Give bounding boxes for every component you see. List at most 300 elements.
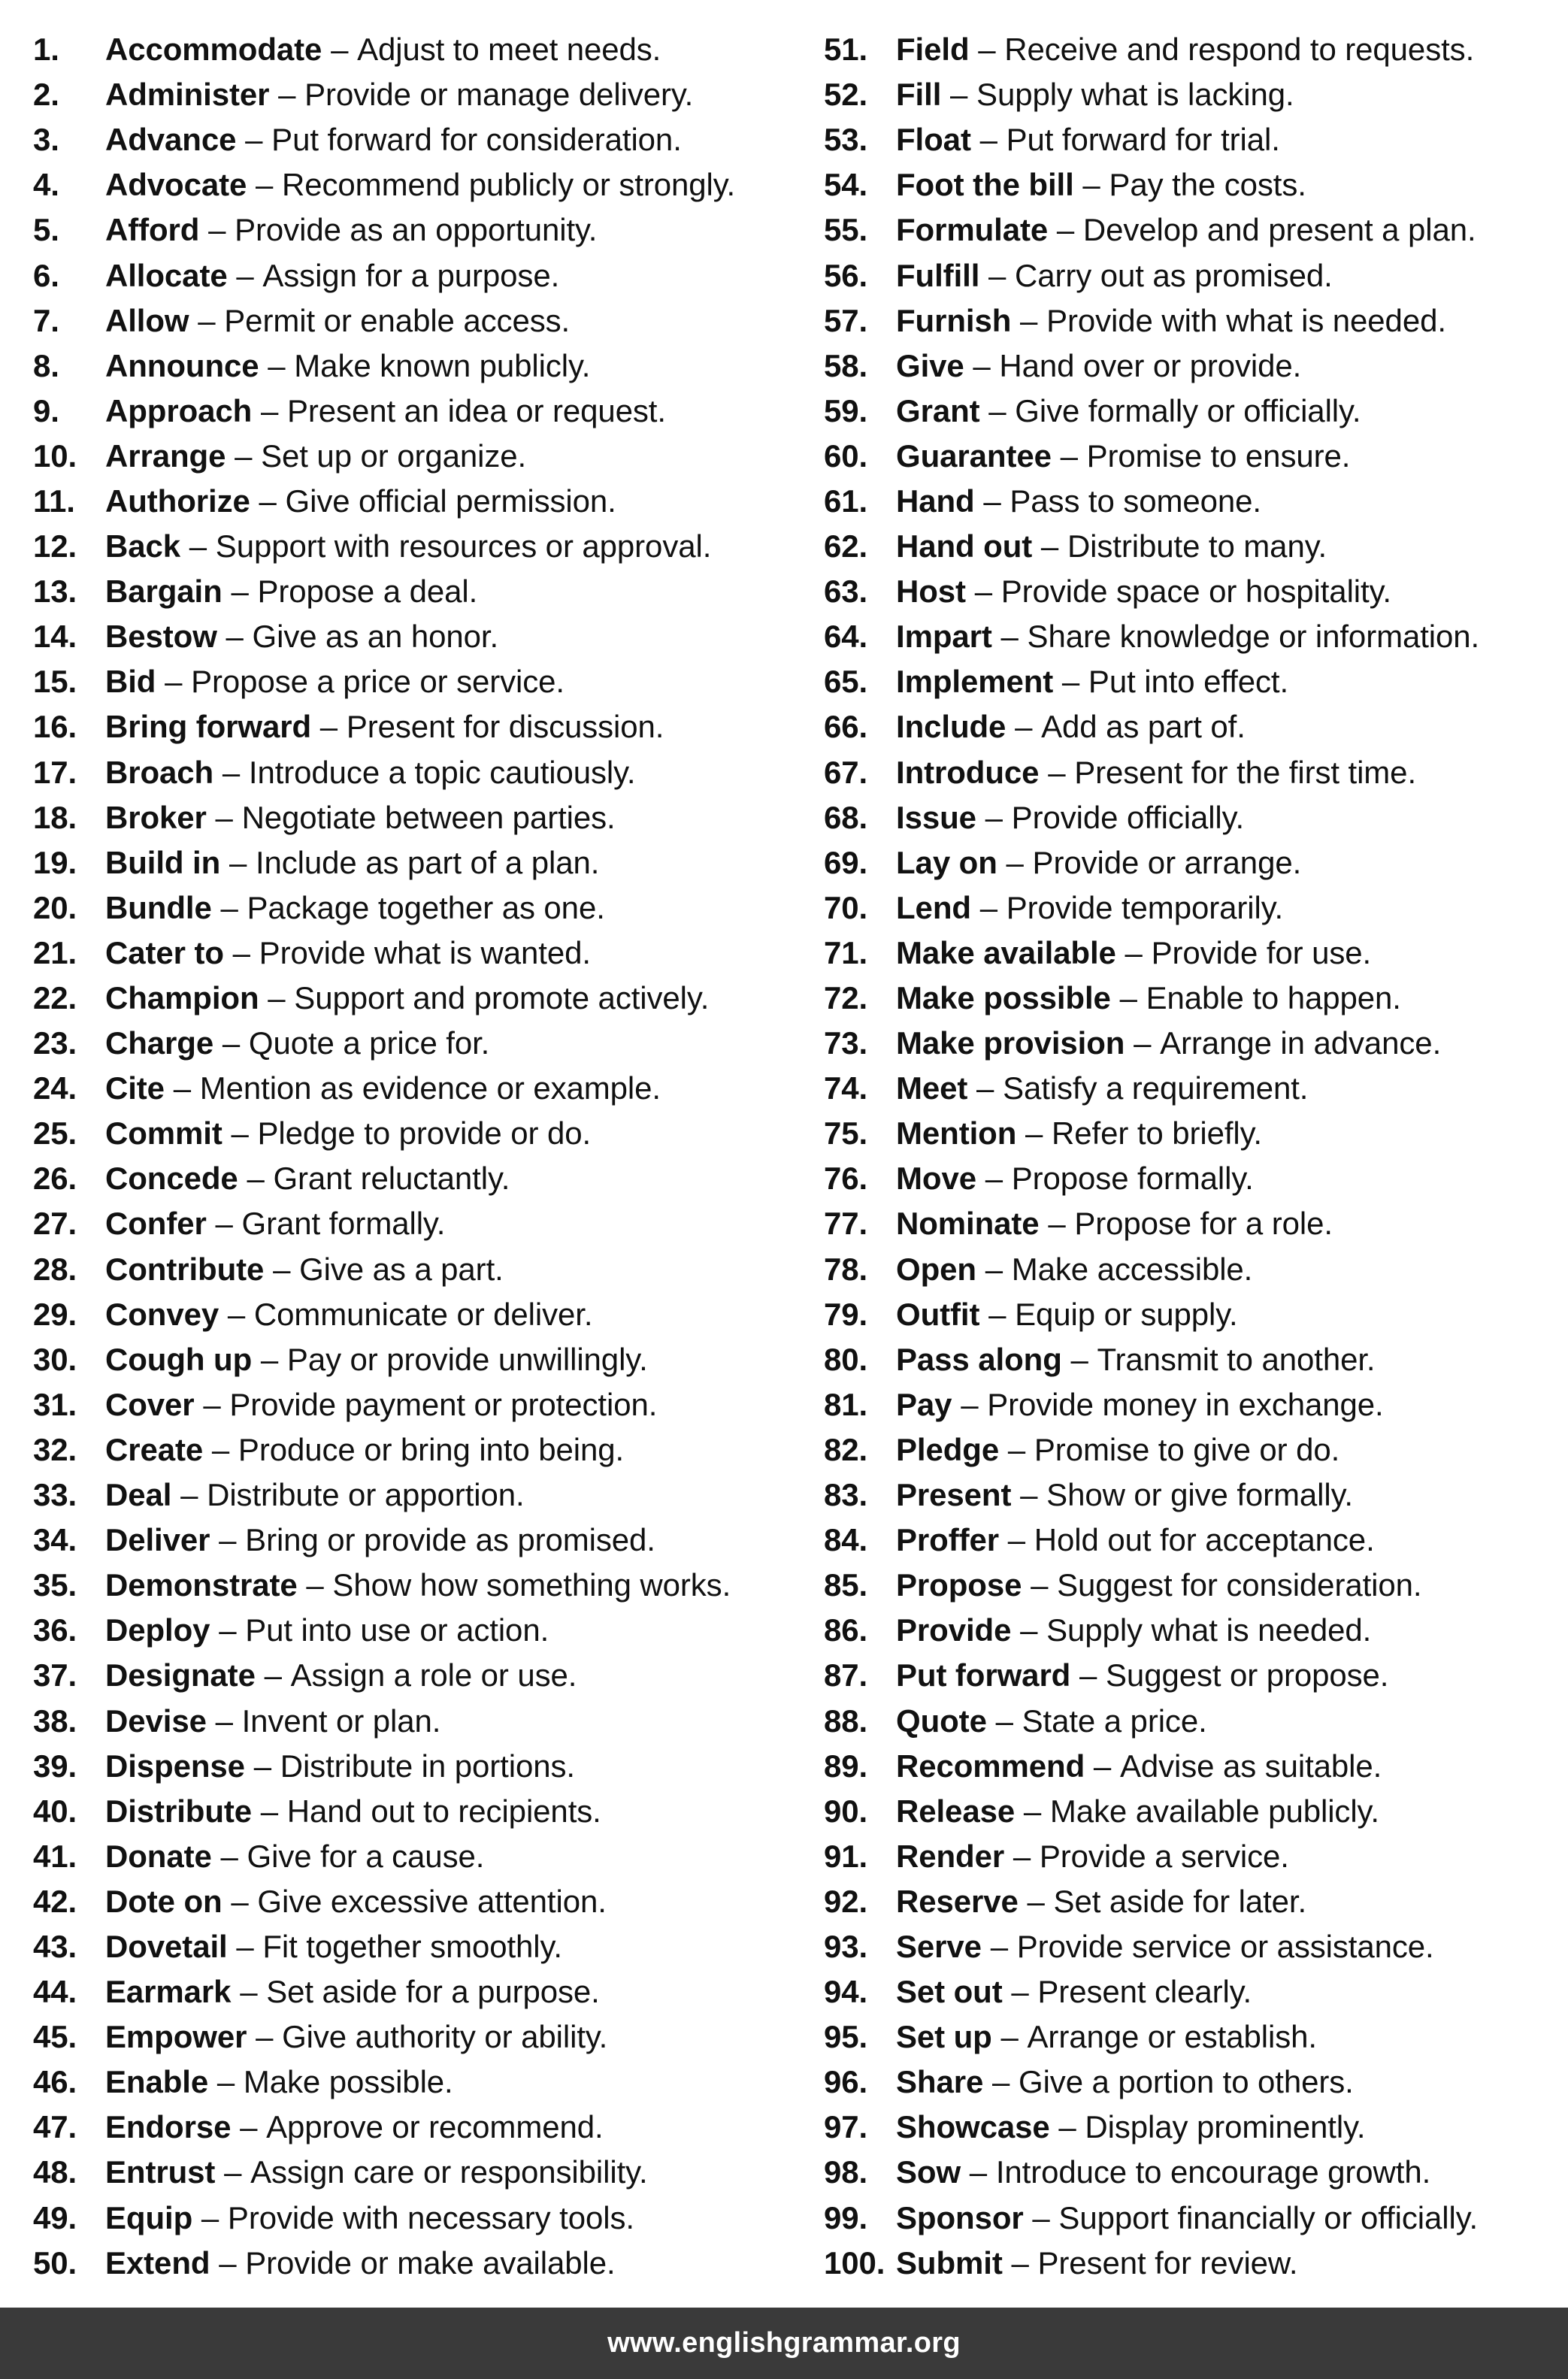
item-definition: Assign care or responsibility. (250, 2154, 648, 2190)
item-separator: – (189, 528, 207, 564)
item-term: Bid (105, 664, 156, 700)
list-item (824, 344, 1568, 389)
word-list-column-right (824, 27, 1568, 2286)
item-term: Approach (105, 392, 253, 428)
item-number: 89. (824, 1748, 868, 1784)
item-number: 23. (33, 1025, 77, 1061)
item-number: 61. (824, 483, 868, 519)
list-item (824, 1292, 1568, 1337)
item-term: Put forward (896, 1657, 1071, 1693)
list-item (824, 1698, 1568, 1743)
item-definition: Support with resources or approval. (215, 528, 712, 564)
item-term: Foot the bill (896, 167, 1074, 203)
item-separator: – (985, 1161, 1003, 1197)
item-separator: – (273, 1251, 291, 1287)
item-number: 29. (33, 1296, 77, 1332)
list-item (824, 931, 1568, 976)
item-separator: – (1079, 1657, 1097, 1693)
list-item (33, 1201, 792, 1246)
list-item (33, 931, 792, 976)
item-term: Announce (105, 347, 259, 383)
item-number: 27. (33, 1206, 77, 1242)
list-item (33, 885, 792, 931)
item-definition: Show or give formally. (1046, 1477, 1353, 1513)
item-number: 68. (824, 799, 868, 835)
item-term: Set up (896, 2019, 992, 2055)
item-separator: – (203, 1386, 221, 1422)
item-separator: – (256, 2019, 274, 2055)
item-term: Serve (896, 1928, 982, 1964)
list-item (824, 1337, 1568, 1382)
item-term: Propose (896, 1567, 1022, 1603)
item-term: Deal (105, 1477, 172, 1513)
item-number: 56. (824, 257, 868, 293)
list-item (824, 1879, 1568, 1924)
footer-website[interactable]: www.englishgrammar.org (607, 2327, 961, 2359)
list-item (33, 1472, 792, 1518)
item-separator: – (1093, 1748, 1112, 1784)
item-separator: – (319, 709, 338, 745)
item-term: Provide (896, 1612, 1012, 1648)
item-separator: – (974, 574, 992, 610)
item-term: Float (896, 122, 971, 158)
item-number: 19. (33, 844, 77, 880)
item-separator: – (260, 1793, 279, 1829)
item-definition: Refer to briefly. (1052, 1115, 1263, 1152)
item-definition: Quote a price for. (248, 1025, 490, 1061)
item-definition: Put forward for consideration. (271, 122, 682, 158)
item-term: Introduce (896, 754, 1040, 790)
list-item (33, 2241, 792, 2286)
item-number: 46. (33, 2064, 77, 2100)
item-number: 8. (33, 347, 59, 383)
item-definition: Provide for use. (1151, 934, 1372, 970)
list-item (824, 1021, 1568, 1066)
item-term: Sow (896, 2154, 961, 2190)
item-number: 44. (33, 1974, 77, 2010)
list-item (33, 1518, 792, 1563)
item-number: 3. (33, 122, 59, 158)
item-separator: – (215, 1206, 233, 1242)
item-number: 17. (33, 754, 77, 790)
item-definition: Propose a price or service. (191, 664, 565, 700)
list-item (824, 117, 1568, 162)
item-definition: Include as part of a plan. (255, 844, 600, 880)
item-term: Contribute (105, 1251, 265, 1287)
item-number: 7. (33, 302, 59, 338)
item-number: 97. (824, 2109, 868, 2145)
item-separator: – (1000, 619, 1019, 655)
item-definition: Pay the costs. (1109, 167, 1306, 203)
item-definition: Provide service or assistance. (1016, 1928, 1434, 1964)
item-term: Move (896, 1161, 976, 1197)
item-definition: Give authority or ability. (282, 2019, 608, 2055)
item-number: 41. (33, 1838, 77, 1874)
item-separator: – (1032, 2199, 1050, 2235)
list-item (33, 1653, 792, 1698)
item-term: Dote on (105, 1883, 222, 1919)
item-term: Advocate (105, 167, 247, 203)
item-term: Make provision (896, 1025, 1125, 1061)
item-term: Issue (896, 799, 976, 835)
list-item (824, 72, 1568, 117)
item-number: 48. (33, 2154, 77, 2190)
item-separator: – (979, 889, 997, 925)
item-number: 62. (824, 528, 868, 564)
item-definition: Present an idea or request. (286, 392, 666, 428)
item-definition: Enable to happen. (1146, 980, 1401, 1016)
item-separator: – (991, 2064, 1010, 2100)
list-item (824, 479, 1568, 524)
item-term: Impart (896, 619, 992, 655)
item-number: 90. (824, 1793, 868, 1829)
item-definition: Supply what is needed. (1046, 1612, 1372, 1648)
list-item (33, 1608, 792, 1653)
item-term: Build in (105, 844, 221, 880)
item-term: Mention (896, 1115, 1017, 1152)
list-item (824, 976, 1568, 1021)
item-number: 5. (33, 212, 59, 248)
item-definition: Suggest or propose. (1106, 1657, 1389, 1693)
list-item (33, 389, 792, 434)
item-separator: – (1070, 1341, 1088, 1377)
item-separator: – (232, 934, 250, 970)
item-term: Field (896, 32, 970, 68)
item-term: Cite (105, 1070, 165, 1106)
item-term: Fill (896, 77, 942, 113)
item-separator: – (165, 664, 183, 700)
list-item (33, 2196, 792, 2241)
item-separator: – (216, 2064, 235, 2100)
item-definition: Develop and present a plan. (1082, 212, 1476, 248)
item-separator: – (231, 574, 249, 610)
item-number: 64. (824, 619, 868, 655)
item-separator: – (1011, 2244, 1029, 2281)
item-separator: – (264, 1657, 282, 1693)
item-definition: Provide a service. (1039, 1838, 1289, 1874)
item-separator: – (224, 2154, 242, 2190)
item-number: 20. (33, 889, 77, 925)
item-definition: Provide as an opportunity. (235, 212, 598, 248)
list-item (824, 1066, 1568, 1111)
item-separator: – (978, 32, 996, 68)
item-separator: – (995, 1703, 1013, 1739)
item-term: Administer (105, 77, 270, 113)
item-separator: – (1007, 1522, 1026, 1558)
list-item (824, 389, 1568, 434)
item-separator: – (1007, 1431, 1026, 1467)
item-number: 18. (33, 799, 77, 835)
item-definition: Display prominently. (1085, 2109, 1366, 2145)
item-number: 31. (33, 1386, 77, 1422)
list-item (824, 569, 1568, 614)
item-definition: Transmit to another. (1097, 1341, 1376, 1377)
item-definition: Set aside for later. (1053, 1883, 1307, 1919)
item-separator: – (236, 257, 254, 293)
item-term: Earmark (105, 1974, 232, 2010)
list-item (824, 1247, 1568, 1292)
item-definition: Produce or bring into being. (238, 1431, 625, 1467)
list-item (824, 1427, 1568, 1472)
list-item (824, 1472, 1568, 1518)
item-definition: Supply what is lacking. (976, 77, 1294, 113)
item-separator: – (222, 1025, 241, 1061)
list-item (33, 344, 792, 389)
list-item (33, 750, 792, 795)
item-number: 76. (824, 1161, 868, 1197)
item-term: Submit (896, 2244, 1003, 2281)
item-number: 100. (824, 2244, 885, 2281)
list-item (33, 840, 792, 885)
item-separator: – (961, 1386, 979, 1422)
item-definition: Put forward for trial. (1006, 122, 1280, 158)
list-item (824, 207, 1568, 253)
list-item (824, 840, 1568, 885)
item-number: 50. (33, 2244, 77, 2281)
item-separator: – (198, 302, 216, 338)
item-number: 52. (824, 77, 868, 113)
item-definition: Equip or supply. (1015, 1296, 1238, 1332)
list-item (824, 27, 1568, 72)
item-definition: Hand over or provide. (999, 347, 1302, 383)
list-item (824, 885, 1568, 931)
item-term: Empower (105, 2019, 247, 2055)
list-item (33, 524, 792, 569)
list-item (33, 1066, 792, 1111)
item-term: Make available (896, 934, 1116, 970)
item-number: 65. (824, 664, 868, 700)
item-definition: Introduce to encourage growth. (995, 2154, 1431, 2190)
item-term: Champion (105, 980, 259, 1016)
list-item (33, 162, 792, 207)
list-item (33, 479, 792, 524)
item-term: Equip (105, 2199, 193, 2235)
item-term: Commit (105, 1115, 222, 1152)
item-number: 42. (33, 1883, 77, 1919)
item-number: 91. (824, 1838, 868, 1874)
item-term: Distribute (105, 1793, 253, 1829)
list-item (33, 659, 792, 704)
item-separator: – (1058, 2109, 1076, 2145)
item-term: Entrust (105, 2154, 216, 2190)
item-number: 71. (824, 934, 868, 970)
list-item (824, 1834, 1568, 1879)
item-definition: Mention as evidence or example. (199, 1070, 661, 1106)
item-number: 37. (33, 1657, 77, 1693)
item-definition: Set aside for a purpose. (266, 1974, 600, 2010)
item-number: 39. (33, 1748, 77, 1784)
item-definition: Pass to someone. (1010, 483, 1261, 519)
item-definition: Package together as one. (247, 889, 605, 925)
item-number: 35. (33, 1567, 77, 1603)
item-definition: Give excessive attention. (257, 1883, 607, 1919)
item-number: 54. (824, 167, 868, 203)
list-item (33, 1969, 792, 2014)
list-item (33, 434, 792, 479)
item-number: 82. (824, 1431, 868, 1467)
item-separator: – (236, 1928, 254, 1964)
item-term: Bargain (105, 574, 222, 610)
item-separator: – (253, 1748, 271, 1784)
item-definition: Make accessible. (1011, 1251, 1253, 1287)
item-term: Quote (896, 1703, 987, 1739)
item-definition: Propose for a role. (1074, 1206, 1333, 1242)
item-number: 10. (33, 437, 77, 474)
list-item (824, 1111, 1568, 1156)
item-term: Give (896, 347, 964, 383)
item-separator: – (220, 1838, 238, 1874)
item-definition: Propose formally. (1011, 1161, 1254, 1197)
item-separator: – (1048, 754, 1066, 790)
item-term: Grant (896, 392, 980, 428)
item-definition: Recommend publicly or strongly. (282, 167, 736, 203)
item-term: Share (896, 2064, 984, 2100)
list-item (33, 1563, 792, 1608)
item-separator: – (1020, 302, 1038, 338)
item-term: Bring forward (105, 709, 312, 745)
list-item (33, 1879, 792, 1924)
item-number: 73. (824, 1025, 868, 1061)
item-separator: – (219, 2244, 237, 2281)
item-number: 51. (824, 32, 868, 68)
item-definition: Provide or arrange. (1032, 844, 1302, 880)
item-definition: Grant formally. (241, 1206, 446, 1242)
item-term: Afford (105, 212, 200, 248)
list-item (33, 117, 792, 162)
list-item (824, 659, 1568, 704)
item-separator: – (979, 122, 997, 158)
item-number: 77. (824, 1206, 868, 1242)
item-number: 78. (824, 1251, 868, 1287)
item-definition: Arrange or establish. (1027, 2019, 1317, 2055)
item-definition: Carry out as promised. (1015, 257, 1333, 293)
item-definition: Introduce a topic cautiously. (248, 754, 636, 790)
item-term: Create (105, 1431, 204, 1467)
item-separator: – (1119, 980, 1137, 1016)
item-definition: Put into use or action. (245, 1612, 549, 1648)
item-separator: – (1031, 1567, 1049, 1603)
item-term: Cough up (105, 1341, 253, 1377)
item-definition: Provide with what is needed. (1046, 302, 1446, 338)
item-separator: – (1048, 1206, 1066, 1242)
item-separator: – (260, 1341, 279, 1377)
item-separator: – (306, 1567, 324, 1603)
list-item (824, 1789, 1568, 1834)
item-definition: Present for review. (1037, 2244, 1298, 2281)
item-separator: – (976, 1070, 994, 1106)
item-definition: State a price. (1022, 1703, 1207, 1739)
item-number: 75. (824, 1115, 868, 1152)
list-item (824, 2105, 1568, 2150)
item-term: Authorize (105, 483, 250, 519)
item-number: 25. (33, 1115, 77, 1152)
item-separator: – (227, 1296, 246, 1332)
item-number: 80. (824, 1341, 868, 1377)
item-number: 86. (824, 1612, 868, 1648)
item-number: 28. (33, 1251, 77, 1287)
list-item (33, 1744, 792, 1789)
item-term: Implement (896, 664, 1054, 700)
item-number: 15. (33, 664, 77, 700)
list-item (33, 976, 792, 1021)
item-term: Pass along (896, 1341, 1062, 1377)
item-separator: – (985, 799, 1003, 835)
list-item (33, 1427, 792, 1472)
item-separator: – (983, 483, 1001, 519)
item-term: Endorse (105, 2109, 232, 2145)
item-term: Concede (105, 1161, 238, 1197)
item-separator: – (1125, 934, 1143, 970)
list-item (33, 1021, 792, 1066)
list-item (824, 434, 1568, 479)
item-term: Hand (896, 483, 975, 519)
item-separator: – (950, 77, 968, 113)
item-term: Demonstrate (105, 1567, 298, 1603)
list-item (33, 1789, 792, 1834)
item-separator: – (247, 1161, 265, 1197)
item-term: Designate (105, 1657, 256, 1693)
item-number: 70. (824, 889, 868, 925)
list-item (824, 162, 1568, 207)
item-term: Enable (105, 2064, 209, 2100)
item-separator: – (1134, 1025, 1152, 1061)
item-number: 4. (33, 167, 59, 203)
item-term: Bestow (105, 619, 217, 655)
item-definition: Provide or manage delivery. (304, 77, 694, 113)
list-item (33, 1292, 792, 1337)
item-separator: – (201, 2199, 219, 2235)
item-number: 57. (824, 302, 868, 338)
item-separator: – (278, 77, 296, 113)
item-definition: Suggest for consideration. (1057, 1567, 1422, 1603)
item-term: Formulate (896, 212, 1049, 248)
item-term: Lay on (896, 844, 997, 880)
list-item (824, 298, 1568, 344)
item-separator: – (985, 1251, 1003, 1287)
item-number: 79. (824, 1296, 868, 1332)
list-item (824, 1563, 1568, 1608)
item-definition: Give as a part. (299, 1251, 504, 1287)
list-item (33, 704, 792, 749)
item-definition: Support financially or officially. (1058, 2199, 1479, 2235)
item-number: 55. (824, 212, 868, 248)
item-separator: – (215, 1703, 233, 1739)
item-definition: Put into effect. (1088, 664, 1289, 700)
item-term: Lend (896, 889, 971, 925)
item-number: 74. (824, 1070, 868, 1106)
list-item (33, 72, 792, 117)
item-number: 60. (824, 437, 868, 474)
list-item (824, 1608, 1568, 1653)
list-item (824, 704, 1568, 749)
item-number: 36. (33, 1612, 77, 1648)
item-number: 96. (824, 2064, 868, 2100)
item-separator: – (173, 1070, 191, 1106)
list-item (33, 1382, 792, 1427)
item-term: Advance (105, 122, 237, 158)
list-item (824, 253, 1568, 298)
item-definition: Advise as suitable. (1119, 1748, 1382, 1784)
item-number: 1. (33, 32, 59, 68)
item-definition: Give as an honor. (252, 619, 499, 655)
item-term: Render (896, 1838, 1005, 1874)
item-definition: Hold out for acceptance. (1034, 1522, 1375, 1558)
item-number: 95. (824, 2019, 868, 2055)
item-separator: – (990, 1928, 1008, 1964)
item-term: Showcase (896, 2109, 1050, 2145)
footer-bar (0, 2308, 1568, 2379)
list-item (33, 253, 792, 298)
